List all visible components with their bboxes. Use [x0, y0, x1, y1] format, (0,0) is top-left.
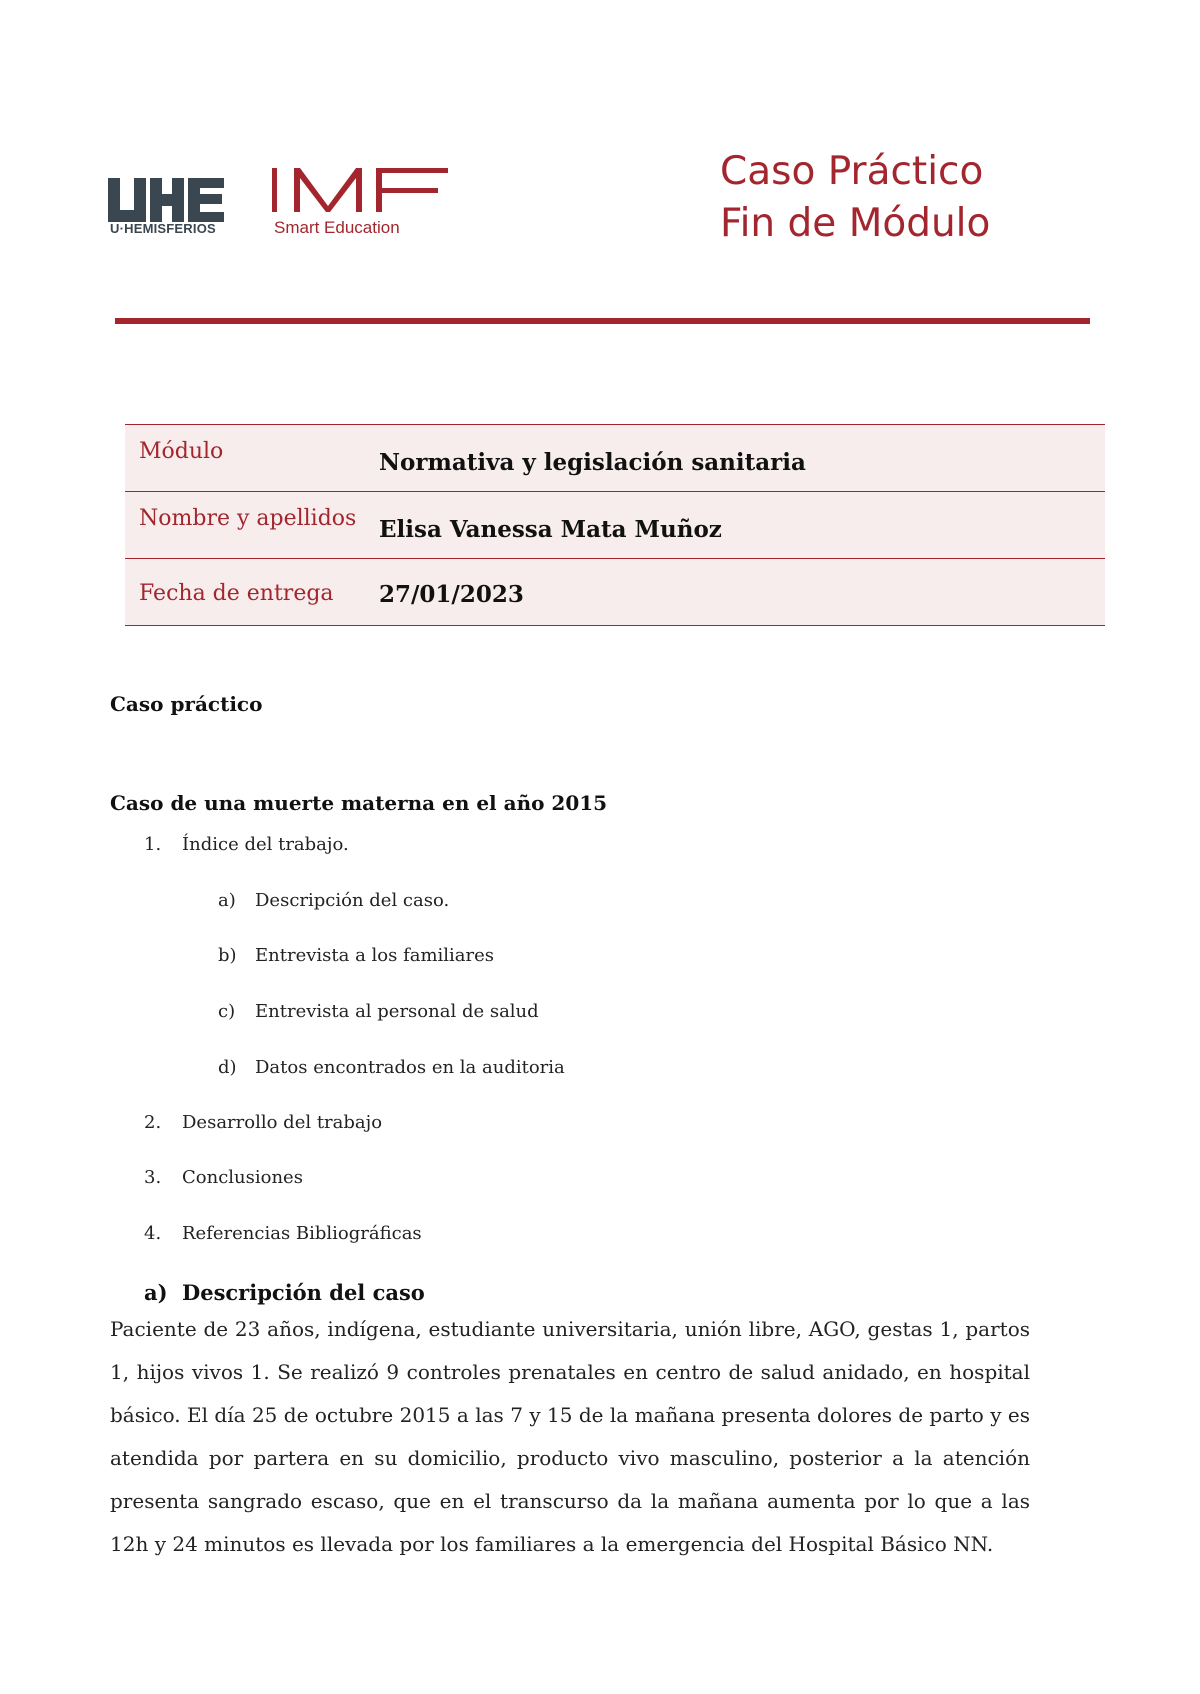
subsection-number: a) [144, 1280, 168, 1305]
info-label: Módulo [139, 439, 224, 464]
title-line-2: Fin de Módulo [720, 201, 991, 246]
section-title: Caso práctico [110, 692, 263, 716]
list-item-text: Entrevista a los familiares [255, 945, 495, 966]
info-table [125, 424, 1105, 626]
info-value: 27/01/2023 [379, 581, 524, 608]
list-item-text: Conclusiones [182, 1167, 303, 1188]
imf-logo-subtitle: Smart Education [274, 218, 400, 237]
list-item-text: Desarrollo del trabajo [182, 1112, 383, 1133]
list-item-text: Descripción del caso. [255, 890, 450, 911]
info-label: Fecha de entrega [139, 581, 334, 606]
list-item-text: Entrevista al personal de salud [255, 1001, 539, 1022]
info-label: Nombre y apellidos [139, 506, 357, 531]
list-item-number: 4. [144, 1223, 162, 1244]
list-item-number: d) [218, 1057, 237, 1078]
case-title: Caso de una muerte materna en el año 2015 [110, 791, 608, 815]
list-item-number: 3. [144, 1167, 162, 1188]
info-value: Elisa Vanessa Mata Muñoz [379, 516, 722, 543]
list-item-text: Índice del trabajo. [182, 834, 349, 855]
case-description-paragraph: Paciente de 23 años, indígena, estudiante universitaria, unión libre, AGO, gestas 1, partos 1, hijos vivos 1. Se realizó 9 controles prenatales en centro de salud anidado, en hospital básico. El día 25 de octubre 2015 a las 7 y 15 de la mañana presenta dolores de parto y es atendida por partera en su domicilio, producto vivo masculino, posterior a la atención presenta sangrado escaso, que en el transcurso da la mañana aumenta por lo que a las 12h y 24 minutos es llevada por los familiares a la emergencia del Hospital Básico NN. [110, 1317, 1030, 1556]
info-row-date [125, 558, 1105, 626]
info-row-module [125, 424, 1105, 491]
header-divider [115, 318, 1090, 324]
list-item-number: b) [218, 945, 237, 966]
info-row-name [125, 491, 1105, 558]
list-item-text: Referencias Bibliográficas [182, 1223, 422, 1244]
document-title [720, 146, 990, 250]
list-item-number: a) [218, 890, 236, 911]
imf-logo [272, 166, 448, 214]
subsection-title: Descripción del caso [182, 1280, 425, 1305]
title-line-1: Caso Práctico [720, 149, 984, 194]
list-item-number: c) [218, 1001, 236, 1022]
uhe-logo-subtitle: U·HEMISFERIOS [110, 221, 216, 236]
info-value: Normativa y legislación sanitaria [379, 449, 806, 476]
list-item-text: Datos encontrados en la auditoria [255, 1057, 565, 1078]
list-item-number: 2. [144, 1112, 162, 1133]
list-item-number: 1. [144, 834, 162, 855]
